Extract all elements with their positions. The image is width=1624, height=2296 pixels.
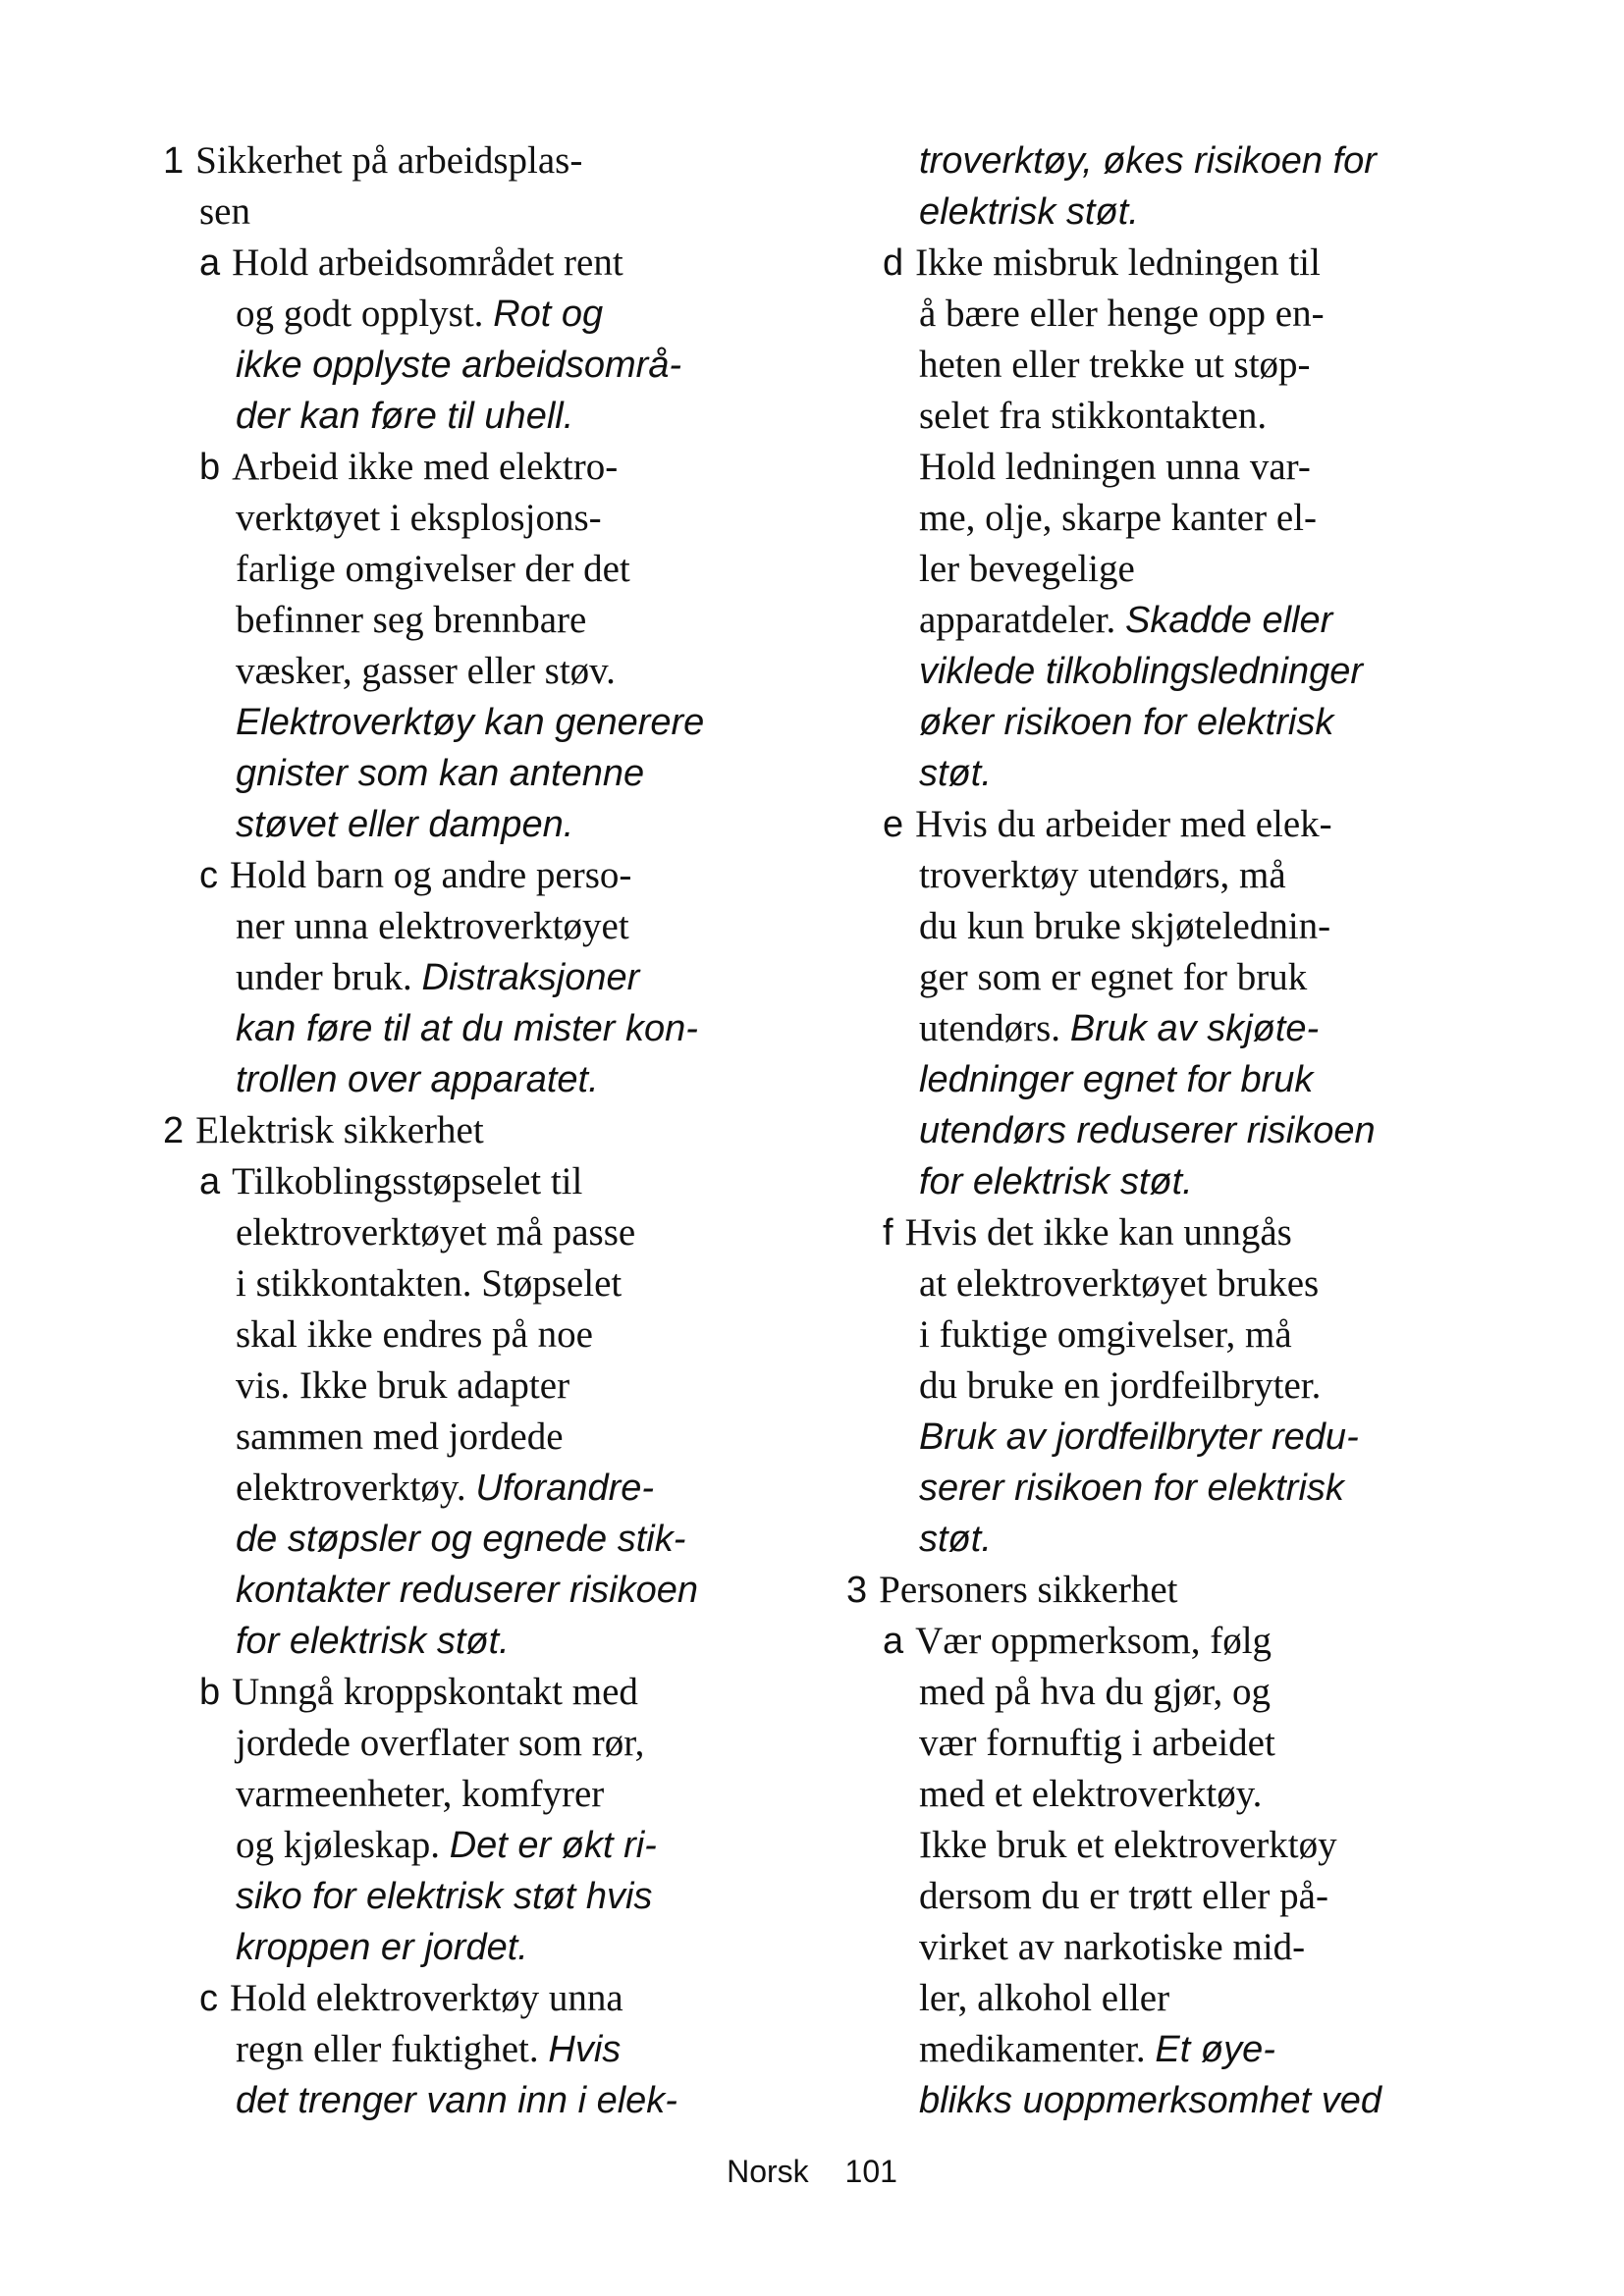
body-text: ner unna elektroverktøyet: [236, 905, 629, 947]
emphasis-text: serer risikoen for elektrisk: [919, 1468, 1344, 1509]
text-line: [163, 493, 811, 544]
text-line: [163, 1565, 811, 1616]
body-text: jordede overflater som rør,: [236, 1722, 645, 1764]
emphasis-text: ikke opplyste arbeidsområ-: [236, 345, 682, 386]
emphasis-text: der kan føre til uhell.: [236, 396, 574, 437]
emphasis-text: støt.: [919, 753, 992, 794]
text-line: [846, 2075, 1485, 2126]
emphasis-text: kan føre til at du mister kon-: [236, 1008, 698, 1049]
body-text: væsker, gasser eller støv.: [236, 650, 616, 692]
body-text: Hold ledningen unna var-: [919, 446, 1311, 488]
text-line: [846, 493, 1485, 544]
emphasis-text: Skadde eller: [1125, 600, 1333, 641]
text-line: [846, 1769, 1485, 1820]
page-footer: [0, 2150, 1624, 2193]
text-line: [163, 1463, 811, 1514]
body-text: me, olje, skarpe kanter el-: [919, 497, 1317, 539]
text-line: [163, 1054, 811, 1105]
body-text: vær fornuftig i arbeidet: [919, 1722, 1275, 1764]
text-line: [163, 1718, 811, 1769]
left-column: [163, 135, 811, 2126]
emphasis-text: Det er økt ri-: [449, 1825, 657, 1866]
text-line: [846, 544, 1485, 595]
body-text: vis. Ikke bruk adapter: [236, 1364, 570, 1407]
text-line: [846, 1514, 1485, 1565]
item-letter: d: [883, 242, 904, 284]
text-line: [163, 1361, 811, 1412]
text-line: [846, 697, 1485, 748]
body-text: Hvis det ikke kan unngås: [904, 1211, 1292, 1254]
emphasis-text: støt.: [919, 1519, 992, 1560]
text-line: [163, 1922, 811, 1973]
emphasis-text: elektrisk støt.: [919, 191, 1139, 233]
item-letter: a: [199, 242, 221, 284]
text-line: [846, 595, 1485, 646]
emphasis-text: viklede tilkoblingsledninger: [919, 651, 1364, 692]
emphasis-text: Hvis: [548, 2029, 622, 2070]
body-text: sammen med jordede: [236, 1415, 564, 1458]
text-line: [163, 1156, 811, 1207]
body-text: og kjøleskap.: [236, 1824, 450, 1866]
text-line: [163, 1105, 811, 1156]
text-line: [846, 901, 1485, 952]
text-line: [163, 187, 811, 238]
emphasis-text: de støpsler og egnede stik-: [236, 1519, 686, 1560]
text-line: [846, 1105, 1485, 1156]
body-text: Hvis du arbeider med elek-: [915, 803, 1332, 845]
text-line: [163, 289, 811, 340]
body-text: varmeenheter, komfyrer: [236, 1773, 605, 1815]
item-letter: c: [199, 1978, 218, 2019]
section-number: 1: [163, 140, 185, 182]
emphasis-text: trollen over apparatet.: [236, 1059, 599, 1100]
text-line: [163, 1769, 811, 1820]
text-line: [846, 1463, 1485, 1514]
text-line: [163, 952, 811, 1003]
body-text: Elektrisk sikkerhet: [195, 1109, 484, 1151]
body-text: med på hva du gjør, og: [919, 1671, 1272, 1713]
text-line: [846, 1616, 1485, 1667]
body-text: Hold elektroverktøy unna: [230, 1977, 623, 2019]
body-text: skal ikke endres på noe: [236, 1313, 593, 1356]
text-line: [846, 799, 1485, 850]
text-line: [846, 340, 1485, 391]
body-text: farlige omgivelser der det: [236, 548, 630, 590]
text-line: [163, 2024, 811, 2075]
section-number: 3: [846, 1570, 868, 1611]
body-text: under bruk.: [236, 956, 422, 998]
body-text: befinner seg brennbare: [236, 599, 587, 641]
text-line: [846, 1054, 1485, 1105]
text-line: [846, 1667, 1485, 1718]
text-line: [846, 1973, 1485, 2024]
body-text: selet fra stikkontakten.: [919, 395, 1268, 437]
text-line: [163, 595, 811, 646]
emphasis-text: for elektrisk støt.: [919, 1161, 1193, 1202]
emphasis-text: Distraksjoner: [421, 957, 640, 998]
body-text: Sikkerhet på arbeidsplas-: [195, 139, 583, 182]
text-line: [163, 1258, 811, 1309]
body-text: Vær oppmerksom, følg: [915, 1620, 1272, 1662]
body-text: medikamenter.: [919, 2028, 1156, 2070]
item-letter: a: [199, 1161, 221, 1202]
footer-language: Norsk: [727, 2154, 809, 2189]
emphasis-text: det trenger vann inn i elek-: [236, 2080, 677, 2121]
emphasis-text: Bruk av skjøte-: [1069, 1008, 1320, 1049]
body-text: Unngå kroppskontakt med: [232, 1671, 638, 1713]
emphasis-text: Et øye-: [1155, 2029, 1275, 2070]
page-number: 101: [844, 2154, 897, 2189]
body-text: verktøyet i eksplosjons-: [236, 497, 602, 539]
body-text: og godt opplyst.: [236, 293, 494, 335]
text-line: [846, 1309, 1485, 1361]
text-line: [163, 544, 811, 595]
text-line: [846, 289, 1485, 340]
text-line: [846, 1412, 1485, 1463]
text-line: [163, 1973, 811, 2024]
body-text: ger som er egnet for bruk: [919, 956, 1308, 998]
text-line: [163, 2075, 811, 2126]
text-line: [163, 1309, 811, 1361]
body-text: Personers sikkerhet: [879, 1569, 1178, 1611]
item-letter: c: [199, 855, 218, 896]
text-line: [846, 646, 1485, 697]
emphasis-text: Bruk av jordfeilbryter redu-: [919, 1416, 1359, 1458]
item-letter: b: [199, 1672, 221, 1713]
text-line: [163, 1871, 811, 1922]
text-line: [846, 1718, 1485, 1769]
text-line: [163, 442, 811, 493]
text-line: [846, 1156, 1485, 1207]
body-text: Ikke bruk et elektroverktøy: [919, 1824, 1337, 1866]
body-text: apparatdeler.: [919, 599, 1126, 641]
body-text: Hold barn og andre perso-: [230, 854, 632, 896]
text-line: [846, 1003, 1485, 1054]
text-line: [846, 2024, 1485, 2075]
body-text: i fuktige omgivelser, må: [919, 1313, 1292, 1356]
text-line: [163, 1616, 811, 1667]
text-line: [163, 799, 811, 850]
body-text: dersom du er trøtt eller på-: [919, 1875, 1328, 1917]
emphasis-text: kontakter reduserer risikoen: [236, 1570, 698, 1611]
text-line: [163, 646, 811, 697]
emphasis-text: troverktøy, økes risikoen for: [919, 140, 1377, 182]
text-line: [163, 1667, 811, 1718]
text-line: [846, 850, 1485, 901]
body-text: sen: [199, 190, 250, 233]
text-line: [163, 1514, 811, 1565]
emphasis-text: utendørs reduserer risikoen: [919, 1110, 1376, 1151]
right-column: [846, 135, 1485, 2126]
emphasis-text: siko for elektrisk støt hvis: [236, 1876, 653, 1917]
body-text: ler bevegelige: [919, 548, 1135, 590]
text-line: [846, 391, 1485, 442]
text-line: [846, 1258, 1485, 1309]
text-line: [163, 1412, 811, 1463]
body-text: med et elektroverktøy.: [919, 1773, 1263, 1815]
text-line: [846, 1565, 1485, 1616]
text-line: [163, 340, 811, 391]
text-line: [846, 1820, 1485, 1871]
body-text: ler, alkohol eller: [919, 1977, 1170, 2019]
item-letter: f: [883, 1212, 893, 1254]
emphasis-text: ledninger egnet for bruk: [919, 1059, 1314, 1100]
item-letter: b: [199, 447, 221, 488]
text-line: [163, 850, 811, 901]
emphasis-text: kroppen er jordet.: [236, 1927, 528, 1968]
section-number: 2: [163, 1110, 185, 1151]
text-line: [846, 1207, 1485, 1258]
text-line: [163, 238, 811, 289]
emphasis-text: Elektroverktøy kan generere: [236, 702, 705, 743]
emphasis-text: Uforandre-: [475, 1468, 655, 1509]
text-line: [846, 238, 1485, 289]
body-text: heten eller trekke ut støp-: [919, 344, 1311, 386]
emphasis-text: Rot og: [493, 294, 604, 335]
emphasis-text: øker risikoen for elektrisk: [919, 702, 1334, 743]
text-line: [846, 1922, 1485, 1973]
body-text: du kun bruke skjøtelednin-: [919, 905, 1331, 947]
text-line: [846, 442, 1485, 493]
emphasis-text: for elektrisk støt.: [236, 1621, 510, 1662]
emphasis-text: støvet eller dampen.: [236, 804, 574, 845]
body-text: regn eller fuktighet.: [236, 2028, 549, 2070]
text-line: [163, 901, 811, 952]
body-text: Tilkoblingsstøpselet til: [232, 1160, 583, 1202]
text-line: [846, 952, 1485, 1003]
text-line: [846, 187, 1485, 238]
body-text: utendørs.: [919, 1007, 1070, 1049]
item-letter: e: [883, 804, 904, 845]
body-text: i stikkontakten. Støpselet: [236, 1262, 623, 1305]
body-text: elektroverktøyet må passe: [236, 1211, 636, 1254]
text-line: [163, 1820, 811, 1871]
body-text: troverktøy utendørs, må: [919, 854, 1286, 896]
body-text: Arbeid ikke med elektro-: [232, 446, 619, 488]
emphasis-text: blikks uoppmerksomhet ved: [919, 2080, 1381, 2121]
text-line: [846, 1361, 1485, 1412]
body-text: elektroverktøy.: [236, 1467, 476, 1509]
item-letter: a: [883, 1621, 904, 1662]
text-line: [163, 1207, 811, 1258]
text-line: [163, 391, 811, 442]
body-text: Ikke misbruk ledningen til: [915, 241, 1321, 284]
body-text: Hold arbeidsområdet rent: [232, 241, 623, 284]
text-line: [846, 1871, 1485, 1922]
text-line: [163, 697, 811, 748]
body-text: du bruke en jordfeilbryter.: [919, 1364, 1322, 1407]
text-line: [163, 1003, 811, 1054]
body-text: å bære eller henge opp en-: [919, 293, 1325, 335]
body-text: virket av narkotiske mid-: [919, 1926, 1306, 1968]
text-line: [163, 748, 811, 799]
emphasis-text: gnister som kan antenne: [236, 753, 645, 794]
body-text: at elektroverktøyet brukes: [919, 1262, 1320, 1305]
text-line: [163, 135, 811, 187]
text-line: [846, 135, 1485, 187]
text-line: [846, 748, 1485, 799]
